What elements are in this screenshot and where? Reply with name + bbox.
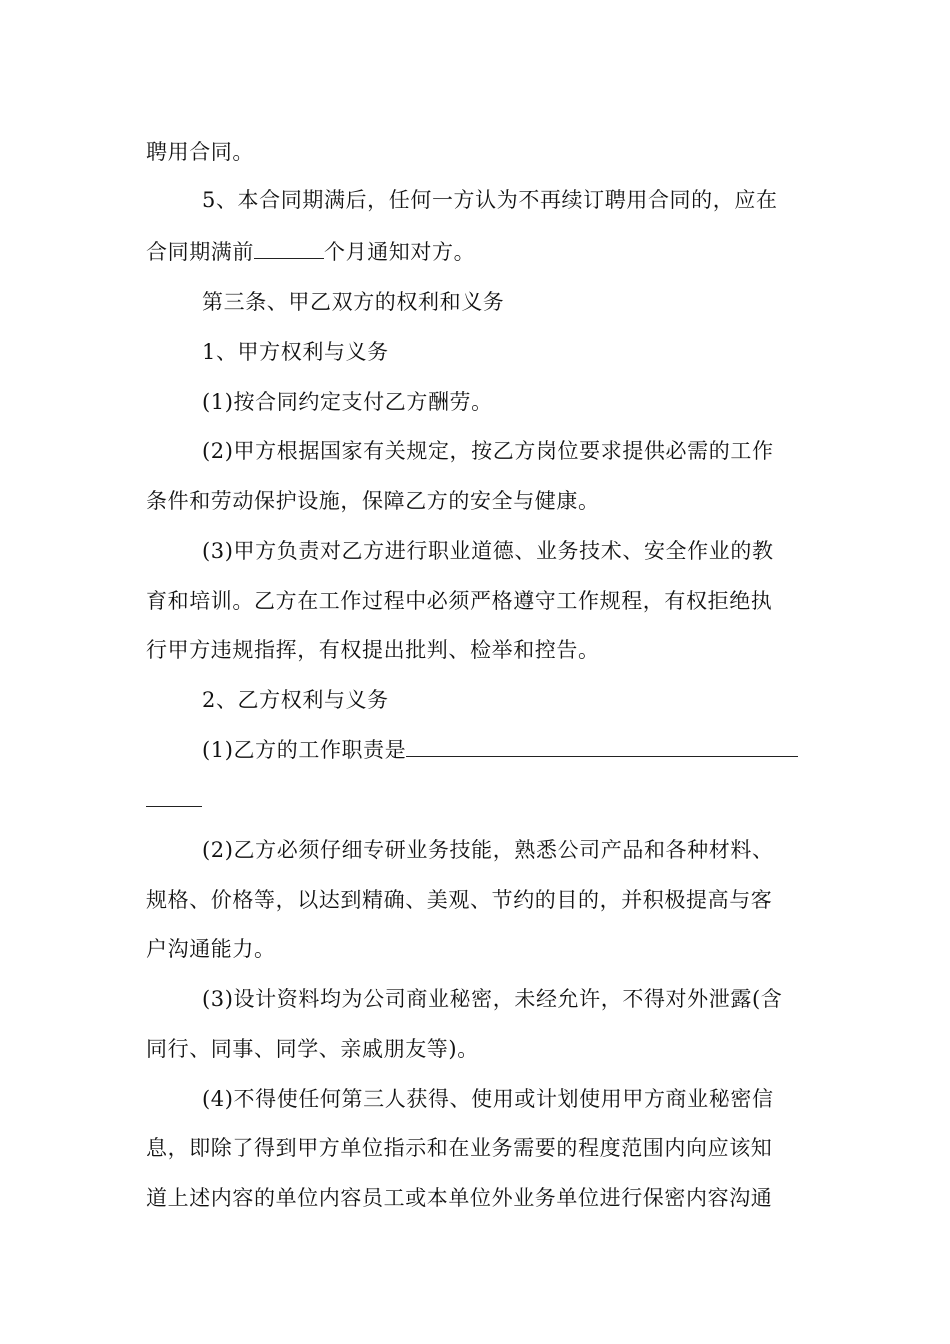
paragraph-line <box>146 238 806 266</box>
paragraph-line <box>146 786 806 814</box>
text-segment: 合同期满前 <box>146 240 254 264</box>
paragraph-line: 同行、同事、同学、亲戚朋友等)。 <box>146 1037 479 1061</box>
paragraph-line <box>202 736 806 764</box>
paragraph-line: (2)乙方必须仔细专研业务技能，熟悉公司产品和各种材料、 <box>202 838 774 862</box>
fill-in-blank <box>406 736 798 757</box>
subsection-heading: 1、甲方权利与义务 <box>202 340 389 364</box>
paragraph-line: 息，即除了得到甲方单位指示和在业务需要的程度范围内向应该知 <box>146 1136 773 1160</box>
paragraph-line: (4)不得使任何第三人获得、使用或计划使用甲方商业秘密信 <box>202 1087 774 1111</box>
paragraph-line: 户沟通能力。 <box>146 937 276 961</box>
paragraph-line: (2)甲方根据国家有关规定，按乙方岗位要求提供必需的工作 <box>202 439 774 463</box>
paragraph-line: 条件和劳动保护设施，保障乙方的安全与健康。 <box>146 489 600 513</box>
paragraph-line: 道上述内容的单位内容员工或本单位外业务单位进行保密内容沟通 <box>146 1186 773 1210</box>
paragraph-line: 5、本合同期满后，任何一方认为不再续订聘用合同的，应在 <box>202 188 778 212</box>
paragraph-line: 育和培训。乙方在工作过程中必须严格遵守工作规程，有权拒绝执 <box>146 589 773 613</box>
subsection-heading: 2、乙方权利与义务 <box>202 688 389 712</box>
paragraph-line: (3)甲方负责对乙方进行职业道德、业务技术、安全作业的教 <box>202 539 774 563</box>
section-heading: 第三条、甲乙双方的权利和义务 <box>202 290 505 314</box>
paragraph-line: 聘用合同。 <box>146 140 254 164</box>
paragraph-line: (1)按合同约定支付乙方酬劳。 <box>202 390 493 414</box>
fill-in-blank <box>254 238 324 259</box>
fill-in-blank <box>146 786 202 807</box>
paragraph-line: 规格、价格等，以达到精确、美观、节约的目的，并积极提高与客 <box>146 888 773 912</box>
text-segment: (1)乙方的工作职责是 <box>202 738 407 762</box>
paragraph-line: (3)设计资料均为公司商业秘密，未经允许，不得对外泄露(含 <box>202 987 783 1011</box>
text-segment: 个月通知对方。 <box>324 240 476 264</box>
paragraph-line: 行甲方违规指挥，有权提出批判、检举和控告。 <box>146 638 600 662</box>
